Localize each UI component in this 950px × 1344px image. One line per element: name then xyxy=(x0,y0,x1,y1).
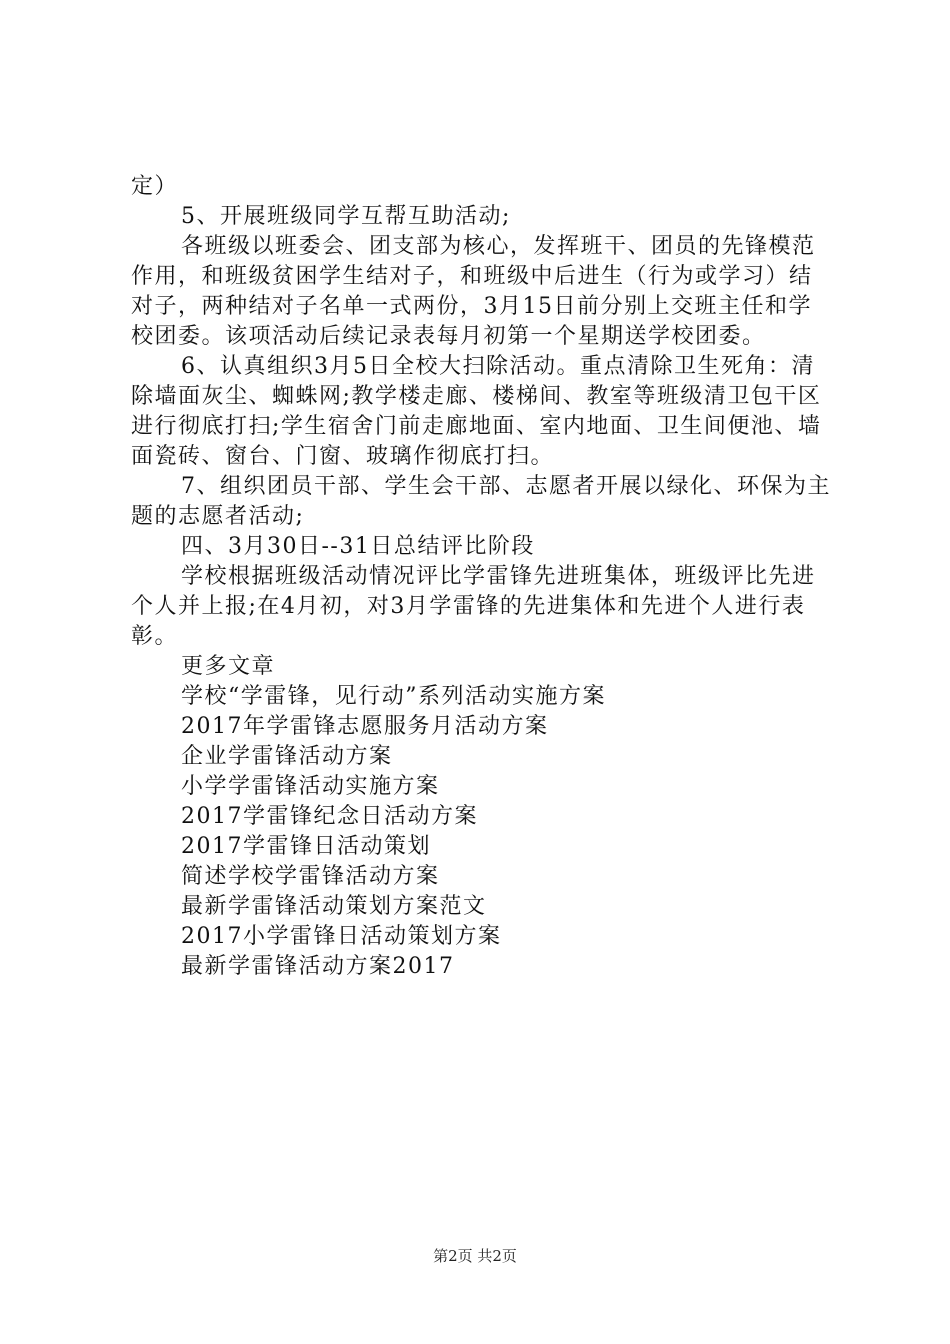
more-article-link[interactable]: 最新学雷锋活动方案2017 xyxy=(181,954,455,979)
document-body xyxy=(131,172,831,982)
more-article-link[interactable]: 2017年学雷锋志愿服务月活动方案 xyxy=(181,714,549,739)
paragraph-item-6: 6、认真组织3月5日全校大扫除活动。重点清除卫生死角：清除墙面灰尘、蜘蛛网;教学楼走廊、楼梯间、教室等班级清卫包干区进行彻底打扫;学生宿舍门前走廊地面、室内地面、卫生间便池、墙面瓷砖、窗台、门窗、玻璃作彻底打扫。 xyxy=(131,354,822,469)
more-article-link[interactable]: 2017学雷锋日活动策划 xyxy=(181,834,431,859)
more-article-link[interactable]: 最新学雷锋活动策划方案范文 xyxy=(181,894,487,919)
more-article-link[interactable]: 学校“学雷锋，见行动”系列活动实施方案 xyxy=(181,684,606,709)
page-number-footer: 第2页 共2页 xyxy=(433,1247,517,1265)
paragraph-continuation: 定） xyxy=(131,174,179,199)
paragraph-stage-4-detail: 学校根据班级活动情况评比学雷锋先进班集体，班级评比先进个人并上报;在4月初，对3月学雷锋的先进集体和先进个人进行表彰。 xyxy=(131,564,816,649)
more-article-link[interactable]: 企业学雷锋活动方案 xyxy=(181,744,393,769)
more-articles-heading: 更多文章 xyxy=(181,654,276,679)
more-article-link[interactable]: 2017小学雷锋日活动策划方案 xyxy=(181,924,502,949)
paragraph-item-5-detail: 各班级以班委会、团支部为核心，发挥班干、团员的先锋模范作用，和班级贫困学生结对子，和班级中后进生（行为或学习）结对子，两种结对子名单一式两份，3月15日前分别上交班主任和学校团委。该项活动后续记录表每月初第一个星期送学校团委。 xyxy=(131,234,816,349)
more-article-link[interactable]: 2017学雷锋纪念日活动方案 xyxy=(181,804,478,829)
paragraph-item-5: 5、开展班级同学互帮互助活动; xyxy=(181,204,511,229)
more-article-link[interactable]: 小学学雷锋活动实施方案 xyxy=(181,774,440,799)
more-articles-list xyxy=(131,682,831,982)
section-heading-stage-4: 四、3月30日--31日总结评比阶段 xyxy=(181,534,535,559)
more-article-link[interactable]: 简述学校学雷锋活动方案 xyxy=(181,864,440,889)
paragraph-item-7: 7、组织团员干部、学生会干部、志愿者开展以绿化、环保为主题的志愿者活动; xyxy=(131,474,831,529)
